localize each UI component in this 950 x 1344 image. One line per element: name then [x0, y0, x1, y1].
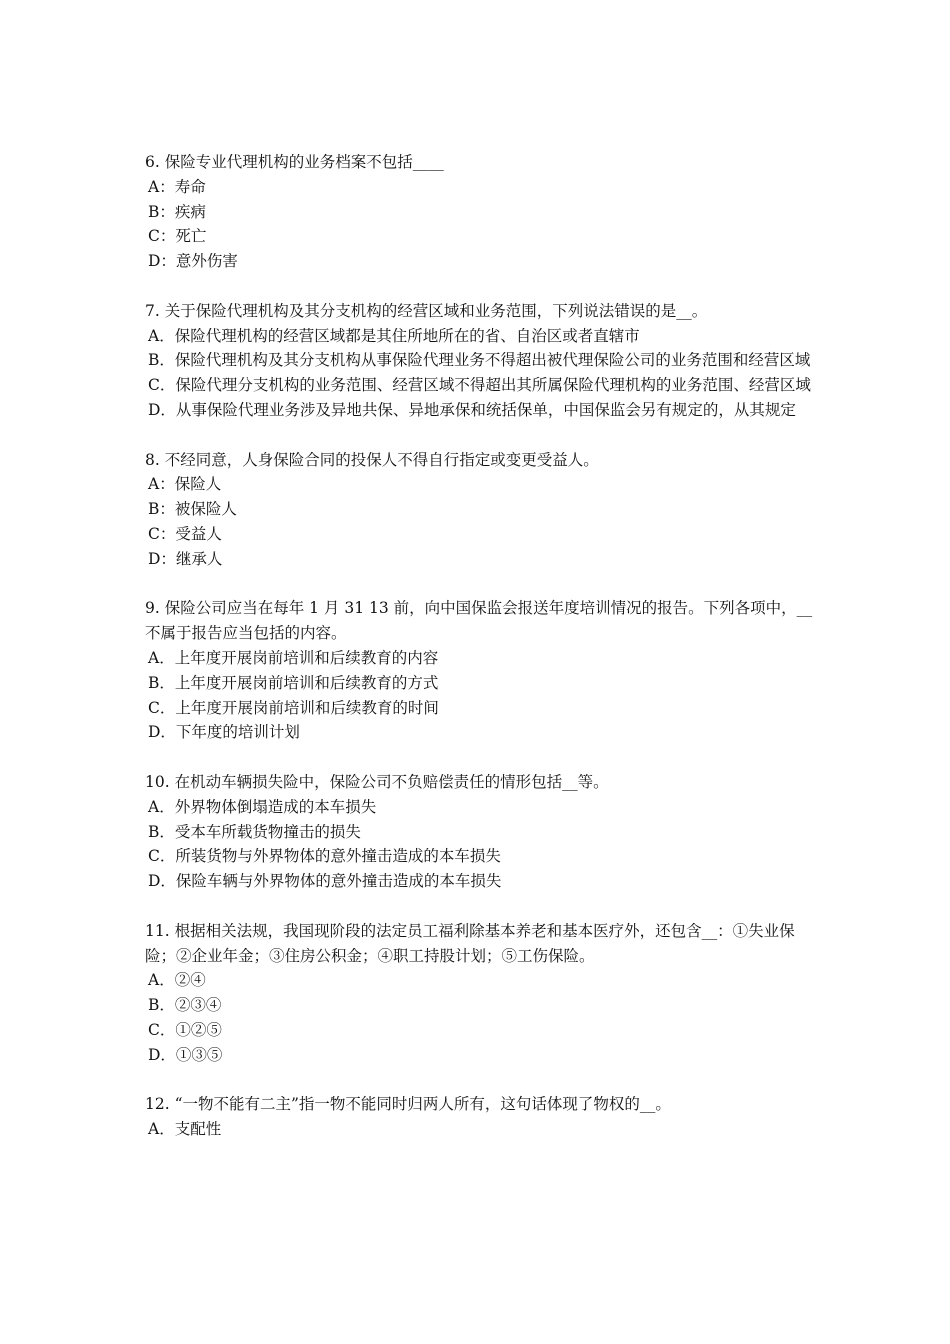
question-stem: 6. 保险专业代理机构的业务档案不包括____	[145, 153, 444, 171]
question-stem: 10. 在机动车辆损失险中，保险公司不负赔偿责任的情形包括__等。	[145, 772, 609, 791]
answer-option: C：死亡	[148, 227, 207, 246]
answer-option: B．②③④	[148, 996, 222, 1015]
answer-option: A．②④	[148, 971, 206, 990]
answer-option: A．外界物体倒塌造成的本车损失	[148, 797, 377, 816]
answer-option: D．①③⑤	[148, 1045, 223, 1064]
question-block	[145, 150, 825, 274]
question-block	[145, 770, 825, 894]
answer-option: B．受本车所载货物撞击的损失	[148, 822, 361, 841]
question-stem: 7. 关于保险代理机构及其分支机构的经营区域和业务范围，下列说法错误的是__。	[145, 301, 708, 320]
answer-option: C．所装货物与外界物体的意外撞击造成的本车损失	[148, 847, 501, 866]
answer-option: A．上年度开展岗前培训和后续教育的内容	[148, 648, 439, 667]
answer-option: A．保险代理机构的经营区域都是其住所地所在的省、自治区或者直辖市	[148, 326, 640, 345]
answer-option: C．①②⑤	[148, 1020, 222, 1039]
question-list	[145, 150, 825, 1167]
answer-option: D．下年度的培训计划	[148, 723, 300, 742]
answer-option: C：受益人	[148, 524, 222, 543]
answer-option: D．保险车辆与外界物体的意外撞击造成的本车损失	[148, 872, 502, 891]
answer-option: A．支配性	[148, 1120, 222, 1139]
question-stem: 12. “一物不能有二主”指一物不能同时归两人所有，这句话体现了物权的__。	[145, 1095, 671, 1114]
question-block	[145, 448, 825, 572]
answer-option: B．上年度开展岗前培训和后续教育的方式	[148, 673, 439, 692]
question-block	[145, 596, 825, 745]
answer-option: D：意外伤害	[148, 252, 238, 271]
answer-option: A：保险人	[148, 475, 222, 494]
question-block	[145, 1092, 825, 1142]
answer-option: C．保险代理分支机构的业务范围、经营区域不得超出其所属保险代理机构的业务范围、经营区域	[148, 376, 811, 395]
answer-option: B．保险代理机构及其分支机构从事保险代理业务不得超出被代理保险公司的业务范围和经营区域	[148, 351, 811, 370]
answer-option: B：被保险人	[148, 500, 237, 519]
question-stem: 11. 根据相关法规，我国现阶段的法定员工福利除基本养老和基本医疗外，还包含__：①失业保险；②企业年金；③住房公积金；④职工持股计划；⑤工伤保险。	[145, 921, 795, 965]
answer-option: D．从事保险代理业务涉及异地共保、异地承保和统括保单，中国保监会另有规定的，从其规定	[148, 400, 796, 419]
question-block	[145, 919, 825, 1068]
answer-option: D：继承人	[148, 549, 223, 568]
question-stem: 9. 保险公司应当在每年 1 月 31 13 前，向中国保监会报送年度培训情况的报告。下列各项中，__不属于报告应当包括的内容。	[145, 599, 813, 643]
question-block	[145, 299, 825, 423]
question-stem: 8. 不经同意，人身保险合同的投保人不得自行指定或变更受益人。	[145, 450, 599, 469]
answer-option: A：寿命	[148, 177, 206, 196]
answer-option: C．上年度开展岗前培训和后续教育的时间	[148, 698, 439, 717]
answer-option: B：疾病	[148, 202, 206, 221]
